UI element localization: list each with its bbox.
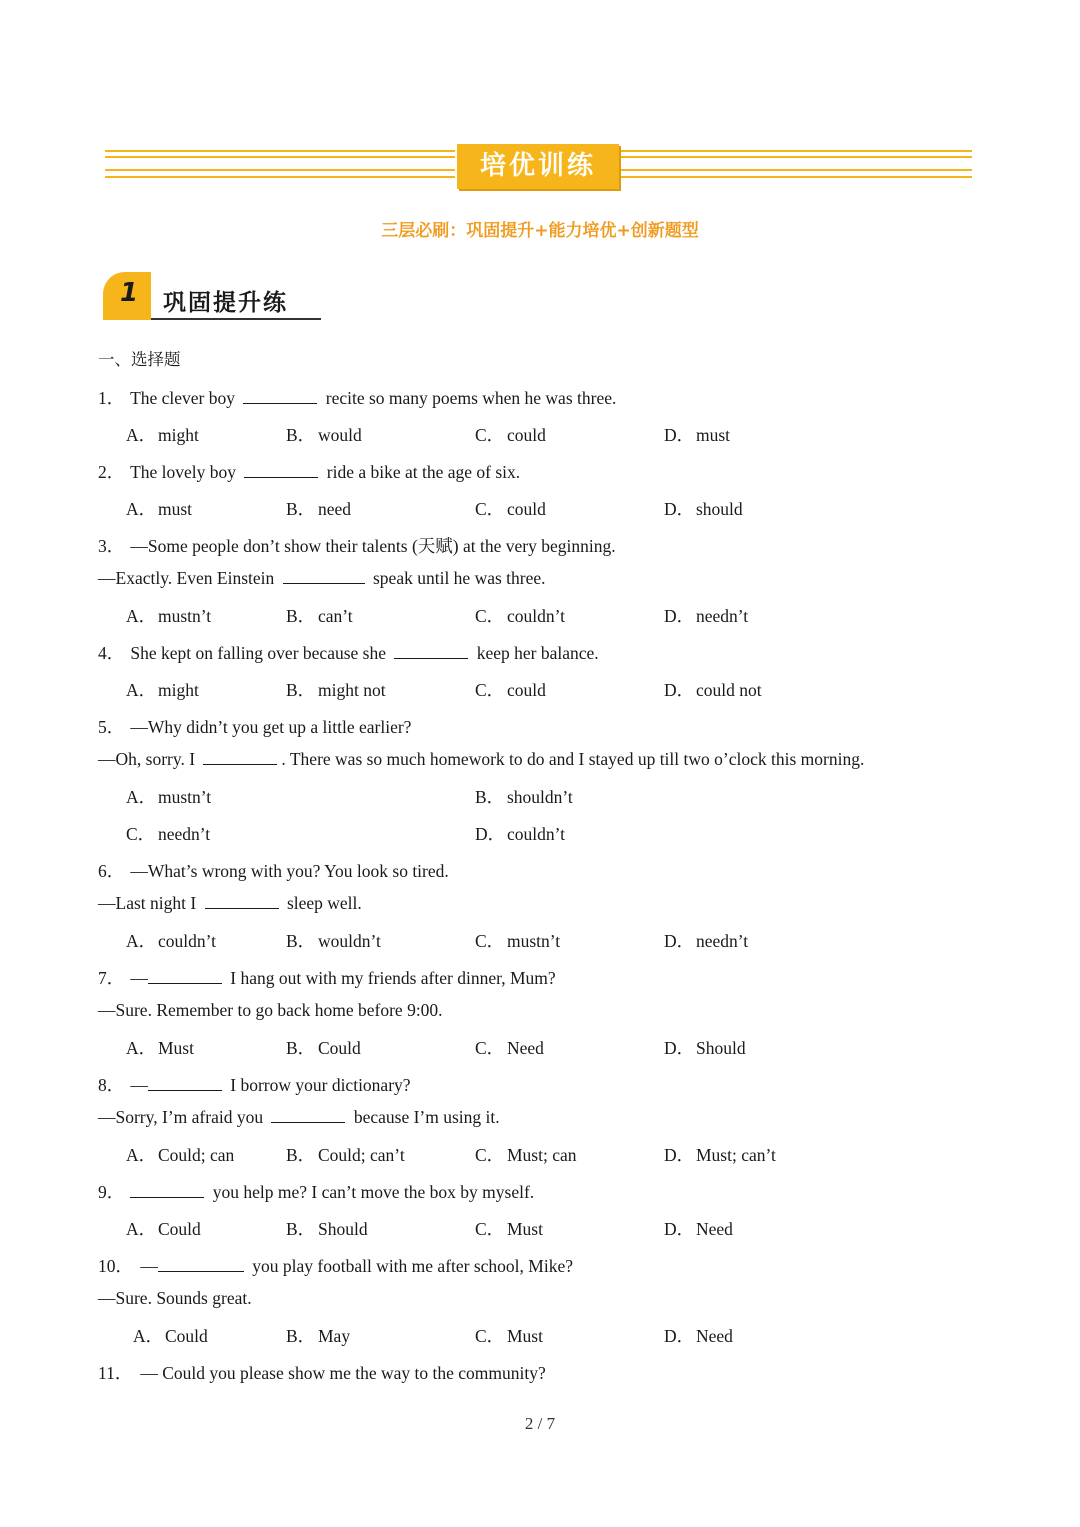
- option-a: A． might: [126, 680, 199, 700]
- question-text: The clever boy: [130, 388, 236, 408]
- option-d: D． needn’t: [664, 931, 749, 951]
- option-c: C． could: [475, 499, 546, 519]
- option-a: A． mustn’t: [126, 787, 212, 807]
- question-9: [98, 1179, 534, 1204]
- option-a: A． must: [126, 499, 193, 519]
- question-5-reply: [98, 749, 864, 770]
- question-7-reply: —Sure. Remember to go back home before 9:00.: [98, 1000, 443, 1020]
- option-b: B． shouldn’t: [475, 787, 573, 807]
- question-text: recite so many poems when he was three.: [325, 388, 617, 408]
- question-3: [98, 533, 616, 558]
- question-text: —: [140, 1256, 158, 1276]
- option-c: C． couldn’t: [475, 606, 566, 626]
- banner-subtitle: 三层必刷：巩固提升+能力培优+创新题型: [381, 221, 699, 241]
- question-text: —Some people don’t show their talents (天赋) at the very beginning.: [130, 536, 616, 556]
- answer-blank: [243, 389, 317, 404]
- answer-blank: [271, 1108, 345, 1123]
- option-c: C． could: [475, 425, 546, 445]
- option-a: A． Must: [126, 1038, 194, 1058]
- question-8-reply: [98, 1107, 500, 1128]
- question-1: [98, 385, 616, 410]
- section-title: 巩固提升练: [163, 290, 288, 316]
- section-underline: [151, 318, 321, 320]
- option-a: A． Could: [133, 1326, 208, 1346]
- question-text: . There was so much homework to do and I stayed up till two o’clock this morning.: [281, 749, 865, 769]
- answer-blank: [148, 1076, 222, 1091]
- answer-blank: [148, 969, 222, 984]
- option-c: C． needn’t: [126, 824, 211, 844]
- question-3-reply: [98, 568, 546, 589]
- option-a: A． Could: [126, 1219, 201, 1239]
- question-4: [98, 640, 599, 665]
- option-b: B． need: [286, 499, 352, 519]
- option-b: B． Could: [286, 1038, 361, 1058]
- question-text: —What’s wrong with you? You look so tired.: [130, 861, 449, 881]
- question-text: you help me? I can’t move the box by myself.: [212, 1182, 535, 1202]
- option-c: C． could: [475, 680, 546, 700]
- banner-title: 培优训练: [457, 144, 619, 189]
- option-d: D． needn’t: [664, 606, 749, 626]
- option-a: A． might: [126, 425, 199, 445]
- page-number: 2 / 7: [524, 1414, 556, 1433]
- banner-lines-right: [620, 150, 972, 180]
- question-text: you play football with me after school, Mike?: [252, 1256, 574, 1276]
- option-c: C． Must: [475, 1219, 543, 1239]
- question-number: 8．: [98, 1075, 125, 1095]
- question-text: I borrow your dictionary?: [230, 1075, 411, 1095]
- option-c: C． Must: [475, 1326, 543, 1346]
- section-header: [103, 272, 323, 322]
- question-2: [98, 459, 520, 484]
- answer-blank: [283, 569, 365, 584]
- page-banner: [0, 0, 1080, 200]
- option-b: B． Could; can’t: [286, 1145, 405, 1165]
- option-b: B． might not: [286, 680, 386, 700]
- option-c: C． Must; can: [475, 1145, 577, 1165]
- question-5: [98, 714, 411, 739]
- option-b: B． May: [286, 1326, 351, 1346]
- question-text: —Oh, sorry. I: [98, 749, 196, 769]
- option-b: B． Should: [286, 1219, 368, 1239]
- option-d: D． should: [664, 499, 743, 519]
- option-c: C． mustn’t: [475, 931, 561, 951]
- question-6-reply: [98, 893, 362, 914]
- question-number: 2．: [98, 462, 125, 482]
- option-d: D． couldn’t: [475, 824, 566, 844]
- option-c: C． Need: [475, 1038, 544, 1058]
- answer-blank: [158, 1257, 244, 1272]
- question-text: sleep well.: [286, 893, 362, 913]
- question-text: because I’m using it.: [353, 1107, 500, 1127]
- question-text: speak until he was three.: [373, 568, 546, 588]
- question-number: 6．: [98, 861, 125, 881]
- option-d: D． Need: [664, 1326, 733, 1346]
- answer-blank: [203, 750, 277, 765]
- answer-blank: [205, 894, 279, 909]
- option-d: D． must: [664, 425, 731, 445]
- question-text: ride a bike at the age of six.: [326, 462, 521, 482]
- question-10-reply: —Sure. Sounds great.: [98, 1288, 252, 1308]
- section-number: 1: [119, 278, 139, 308]
- question-text: —Exactly. Even Einstein: [98, 568, 275, 588]
- question-text: —Last night I: [98, 893, 197, 913]
- option-d: D． Must; can’t: [664, 1145, 776, 1165]
- question-number: 10．: [98, 1256, 133, 1276]
- part-heading: 一、选择题: [98, 350, 181, 369]
- question-number: 7．: [98, 968, 125, 988]
- question-number: 4．: [98, 643, 125, 663]
- banner-lines-left: [105, 150, 455, 180]
- question-text: I hang out with my friends after dinner, Mum?: [230, 968, 556, 988]
- question-number: 11．: [98, 1363, 133, 1383]
- question-text: —Why didn’t you get up a little earlier?: [130, 717, 412, 737]
- question-text: —Sorry, I’m afraid you: [98, 1107, 264, 1127]
- option-a: A． couldn’t: [126, 931, 217, 951]
- question-11: [98, 1360, 546, 1385]
- question-7: [98, 965, 556, 990]
- answer-blank: [394, 644, 468, 659]
- option-b: B． would: [286, 425, 362, 445]
- option-b: B． can’t: [286, 606, 353, 626]
- answer-blank: [130, 1183, 204, 1198]
- question-number: 5．: [98, 717, 125, 737]
- option-b: B． wouldn’t: [286, 931, 381, 951]
- option-a: A． mustn’t: [126, 606, 212, 626]
- question-number: 1．: [98, 388, 125, 408]
- question-text: The lovely boy: [130, 462, 237, 482]
- question-text: She kept on falling over because she: [130, 643, 386, 663]
- option-d: D． could not: [664, 680, 762, 700]
- answer-blank: [244, 463, 318, 478]
- option-d: D． Need: [664, 1219, 733, 1239]
- question-number: 9．: [98, 1182, 125, 1202]
- question-6: [98, 858, 449, 883]
- question-text: —: [130, 1075, 148, 1095]
- question-text: —: [130, 968, 148, 988]
- question-number: 3．: [98, 536, 125, 556]
- question-text: keep her balance.: [476, 643, 599, 663]
- question-10: [98, 1253, 573, 1278]
- option-a: A． Could; can: [126, 1145, 235, 1165]
- question-text: — Could you please show me the way to the community?: [140, 1363, 546, 1383]
- option-d: D． Should: [664, 1038, 746, 1058]
- question-8: [98, 1072, 411, 1097]
